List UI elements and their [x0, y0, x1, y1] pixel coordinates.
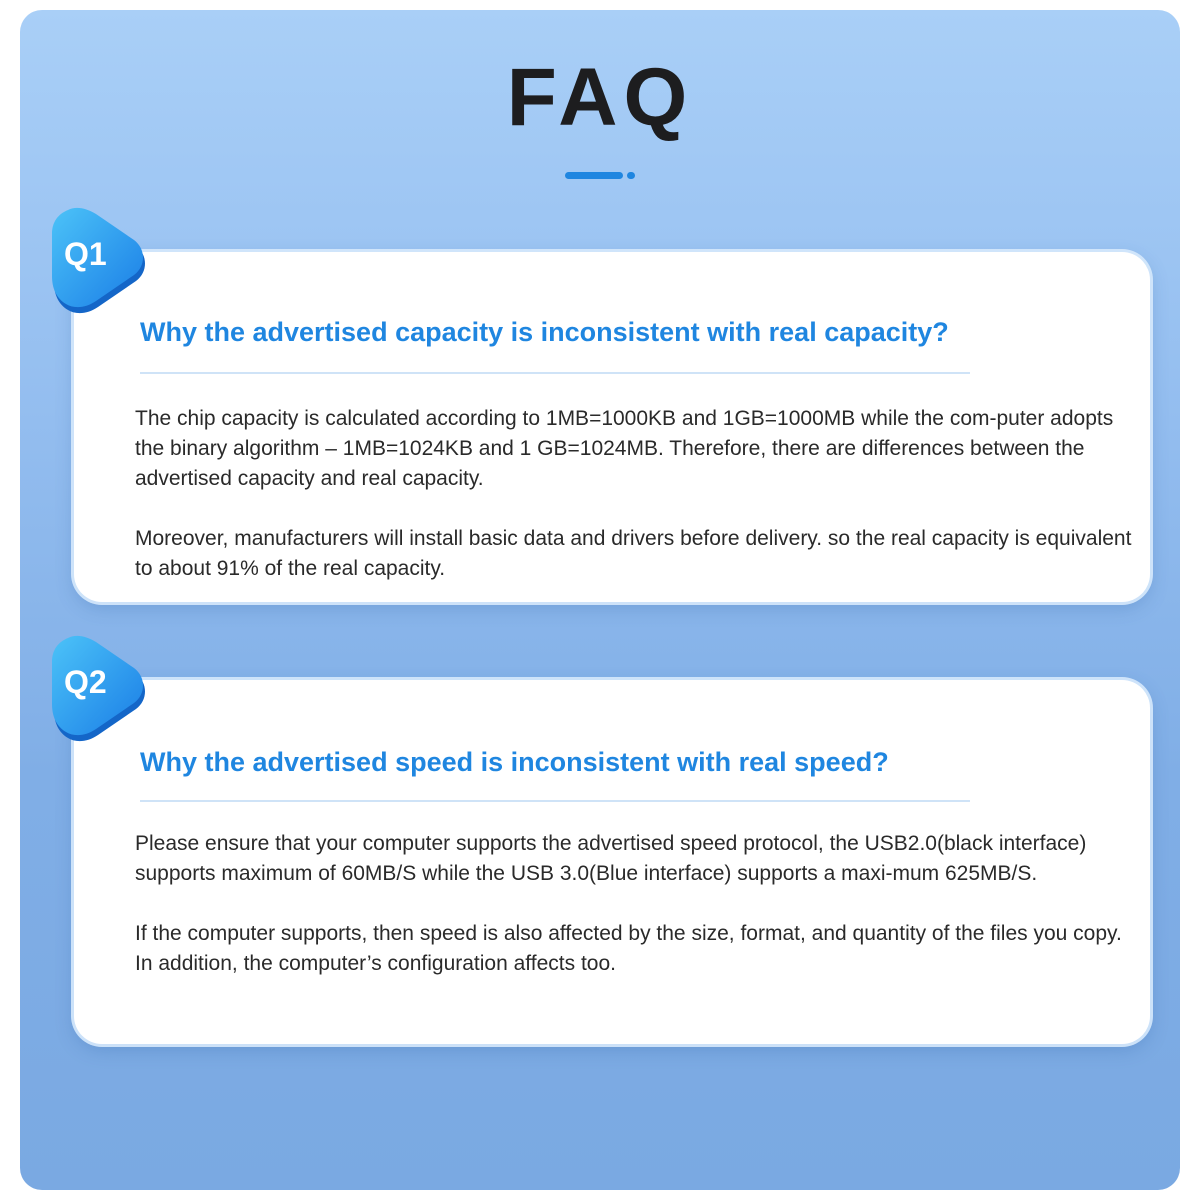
faq-answer-q2-paragraph-2: If the computer supports, then speed is also affected by the size, format, and quantity of the files you copy. In addition, the computer’s configuration affects too.	[135, 922, 1122, 975]
faq-answer-q2	[135, 829, 1135, 979]
faq-question-q1: Why the advertised capacity is inconsistent with real capacity?	[140, 317, 949, 347]
title-underline-dot	[627, 172, 635, 179]
faq-question-q2: Why the advertised speed is inconsistent with real speed?	[140, 747, 889, 777]
faq-badge-q1	[46, 206, 142, 302]
faq-answer-q1-paragraph-1: The chip capacity is calculated according to 1MB=1000KB and 1GB=1000MB while the com-puter adopts the binary algorithm – 1MB=1024KB and 1 GB=1024MB. Therefore, there are differences between the advertised capacity and real capacity.	[135, 407, 1114, 490]
faq-answer-q1-paragraph-2: Moreover, manufacturers will install basic data and drivers before delivery. so the real capacity is equivalent to about 91% of the real capacity.	[135, 527, 1132, 580]
faq-answer-q1	[135, 404, 1135, 584]
faq-answer-q2-paragraph-1: Please ensure that your computer supports the advertised speed protocol, the USB2.0(black interface) supports maximum of 60MB/S while the USB 3.0(Blue interface) supports a maxi-mum 625MB/S.	[135, 832, 1087, 885]
title-underline	[565, 172, 623, 179]
faq-card-q2	[74, 680, 1150, 1044]
faq-card-q1	[74, 252, 1150, 602]
faq-badge-label-q2: Q2	[64, 664, 107, 700]
faq-divider-q1	[140, 372, 970, 374]
faq-divider-q2	[140, 800, 970, 802]
faq-badge-q2	[46, 634, 142, 730]
page-title: FAQ	[506, 52, 694, 143]
faq-badge-label-q1: Q1	[64, 236, 107, 272]
